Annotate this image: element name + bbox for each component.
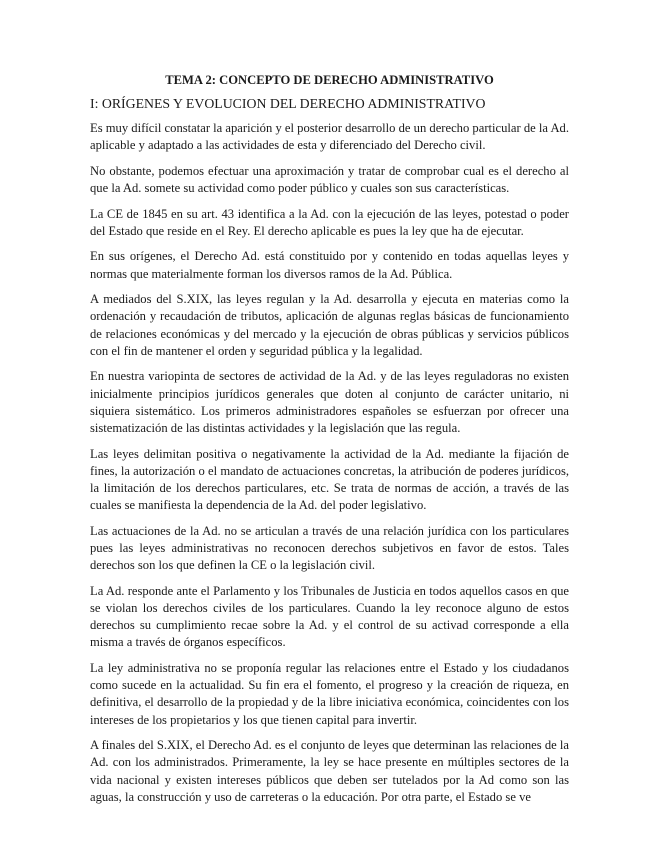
paragraph: La ley administrativa no se proponía regular las relaciones entre el Estado y los ciudadanos como sucede en la actualidad. Su fin era el fomento, el progreso y la creación de riqueza, en definitiva, el desarrollo de la propiedad y de la libre iniciativa económica, coincidentes con los intereses de los propietarios y los que tienen capital para invertir. [90, 661, 569, 727]
paragraph: Las actuaciones de la Ad. no se articulan a través de una relación jurídica con los particulares pues las leyes administrativas no reconocen derechos subjetivos en favor de estos. Tales derechos son los que definen la CE o la legislación civil. [90, 523, 569, 573]
paragraph: La Ad. responde ante el Parlamento y los Tribunales de Justicia en todos aquellos casos en que se violan los derechos civiles de los particulares. Cuando la ley reconoce alguno de estos derechos su cumplimiento recae sobre la Ad. y el control de su activad corresponde a ella misma a través de órganos específicos. [90, 583, 569, 650]
paragraph: No obstante, podemos efectuar una aproximación y tratar de comprobar cual es el derecho al que la Ad. somete su actividad como poder público y cuales son sus características. [90, 163, 569, 195]
document-title: TEMA 2: CONCEPTO DE DERECHO ADMINISTRATIVO [165, 73, 494, 87]
paragraph: La CE de 1845 en su art. 43 identifica a la Ad. con la ejecución de las leyes, potestad o poder del Estado que reside en el Rey. El derecho aplicable es pues la ley que ha de ejecutar. [90, 206, 569, 238]
paragraph: A mediados del S.XIX, las leyes regulan y la Ad. desarrolla y ejecuta en materias como la ordenación y recaudación de tributos, aplicación de algunas reglas básicas de funcionamiento de relaciones económicas y del mercado y la ejecución de obras públicas y servicios públicos con el fin de mantener el orden y seguridad pública y la legalidad. [90, 292, 569, 358]
paragraph: En sus orígenes, el Derecho Ad. está constituido por y contenido en todas aquellas leyes y normas que materialmente forman los diversos ramos de la Ad. Pública. [90, 249, 569, 281]
section-heading: I: ORÍGENES Y EVOLUCION DEL DERECHO ADMINISTRATIVO [90, 96, 486, 111]
paragraph: A finales del S.XIX, el Derecho Ad. es el conjunto de leyes que determinan las relaciones de la Ad. con los administrados. Primeramente, la ley se hace presente en múltiples sectores de la vida nacional y existen intereses públicos que deben ser tutelados por la Ad como son las aguas, la construcción y uso de carreteras o la educación. Por otra parte, el Estado se ve [90, 738, 569, 804]
paragraph: Las leyes delimitan positiva o negativamente la actividad de la Ad. mediante la fijación de fines, la autorización o el mandato de actuaciones concretas, la atribución de poderes jurídicos, la limitación de los derechos particulares, etc. Se trata de normas de acción, a través de las cuales se manifiesta la dependencia de la Ad. del poder legislativo. [90, 446, 569, 513]
paragraph: Es muy difícil constatar la aparición y el posterior desarrollo de un derecho particular de la Ad. aplicable y adaptado a las actividades de esta y diferenciado del Derecho civil. [90, 121, 569, 153]
paragraph: En nuestra variopinta de sectores de actividad de la Ad. y de las leyes reguladoras no existen inicialmente principios jurídicos generales que doten al conjunto de carácter unitario, ni siquiera sistemático. Los primeros administradores españoles se esfuerzan por ofrecer una sistematización de las distintas actividades y la legislación que las regula. [90, 369, 569, 435]
